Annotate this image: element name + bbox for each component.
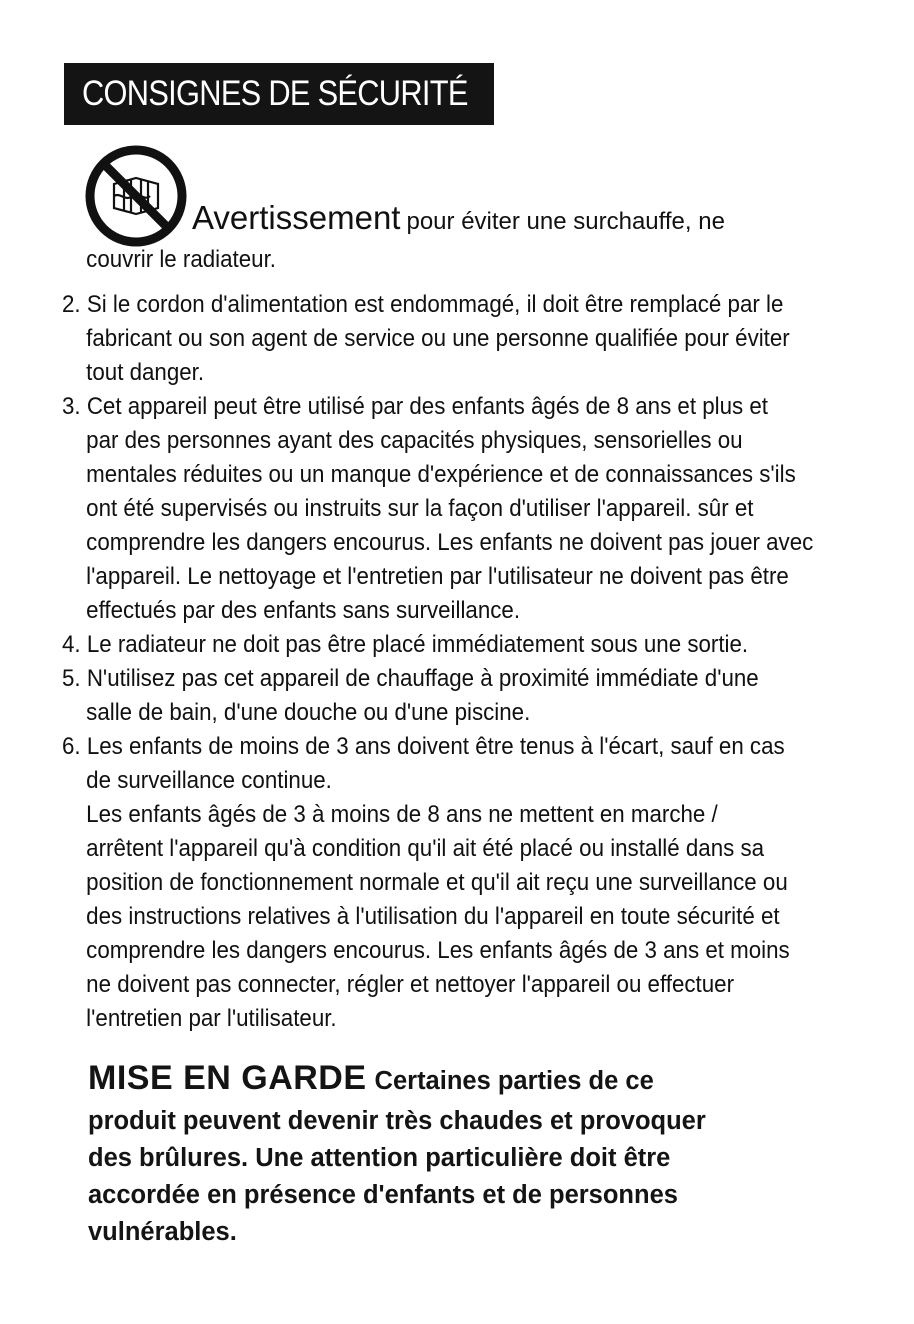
list-item-line: 2. Si le cordon d'alimentation est endommagé, il doit être remplacé par le — [62, 291, 784, 318]
caution-text-line: Certaines parties de ce — [374, 1067, 654, 1095]
list-item-line: comprendre les dangers encourus. Les enfants âgés de 3 ans et moins — [86, 937, 790, 964]
list-item-line: mentales réduites ou un manque d'expérience et de connaissances s'ils — [86, 461, 796, 488]
section-title — [64, 63, 494, 125]
caution-text-line: des brûlures. Une attention particulière doit être — [88, 1144, 671, 1172]
list-item-line: arrêtent l'appareil qu'à condition qu'il ait été placé ou installé dans sa — [86, 835, 765, 862]
caution-text-line: produit peuvent devenir très chaudes et provoquer — [88, 1107, 706, 1135]
warning-keyword: Avertissement — [192, 199, 401, 236]
caution-text-line: vulnérables. — [88, 1218, 237, 1246]
warning-heading — [192, 198, 725, 242]
list-item-line: fabricant ou son agent de service ou une personne qualifiée pour éviter — [86, 325, 790, 352]
caution-text-line: accordée en présence d'enfants et de personnes — [88, 1181, 678, 1209]
list-item-line: de surveillance continue. — [86, 767, 332, 794]
list-item-line: Les enfants âgés de 3 à moins de 8 ans ne mettent en marche / — [86, 801, 718, 828]
list-item-line: salle de bain, d'une douche ou d'une piscine. — [86, 699, 531, 726]
list-item-line: l'appareil. Le nettoyage et l'entretien par l'utilisateur ne doivent pas être — [86, 563, 789, 590]
list-item-line: l'entretien par l'utilisateur. — [86, 1005, 337, 1032]
warning-text-line2: couvrir le radiateur. — [86, 246, 276, 273]
list-item-line: tout danger. — [86, 359, 205, 386]
list-item-line: position de fonctionnement normale et qu'il ait reçu une surveillance ou — [86, 869, 788, 896]
list-item-line: des instructions relatives à l'utilisation du l'appareil en toute sécurité et — [86, 903, 780, 930]
caution-keyword: MISE EN GARDE — [88, 1059, 367, 1097]
list-item-line: comprendre les dangers encourus. Les enfants ne doivent pas jouer avec — [86, 529, 814, 556]
warning-continuation — [62, 243, 276, 277]
do-not-cover-icon — [84, 144, 188, 248]
caution-block — [88, 1056, 706, 1251]
list-item-line: ne doivent pas connecter, régler et nettoyer l'appareil ou effectuer — [86, 971, 735, 998]
list-item-line: par des personnes ayant des capacités physiques, sensorielles ou — [86, 427, 743, 454]
list-item-line: effectués par des enfants sans surveillance. — [86, 597, 521, 624]
list-item-line: 5. N'utilisez pas cet appareil de chauffage à proximité immédiate d'une — [62, 665, 759, 692]
list-item-line: ont été supervisés ou instruits sur la façon d'utiliser l'appareil. sûr et — [86, 495, 754, 522]
list-item-line: 4. Le radiateur ne doit pas être placé immédiatement sous une sortie. — [62, 631, 749, 658]
warning-text-line1: pour éviter une surchauffe, ne — [406, 208, 725, 235]
list-item-line: 3. Cet appareil peut être utilisé par des enfants âgés de 8 ans et plus et — [62, 393, 769, 420]
section-title-text: CONSIGNES DE SÉCURITÉ — [82, 74, 468, 113]
list-item-line: 6. Les enfants de moins de 3 ans doivent être tenus à l'écart, sauf en cas — [62, 733, 785, 760]
caution-heading-line — [88, 1056, 706, 1103]
instruction-list — [62, 288, 813, 1036]
